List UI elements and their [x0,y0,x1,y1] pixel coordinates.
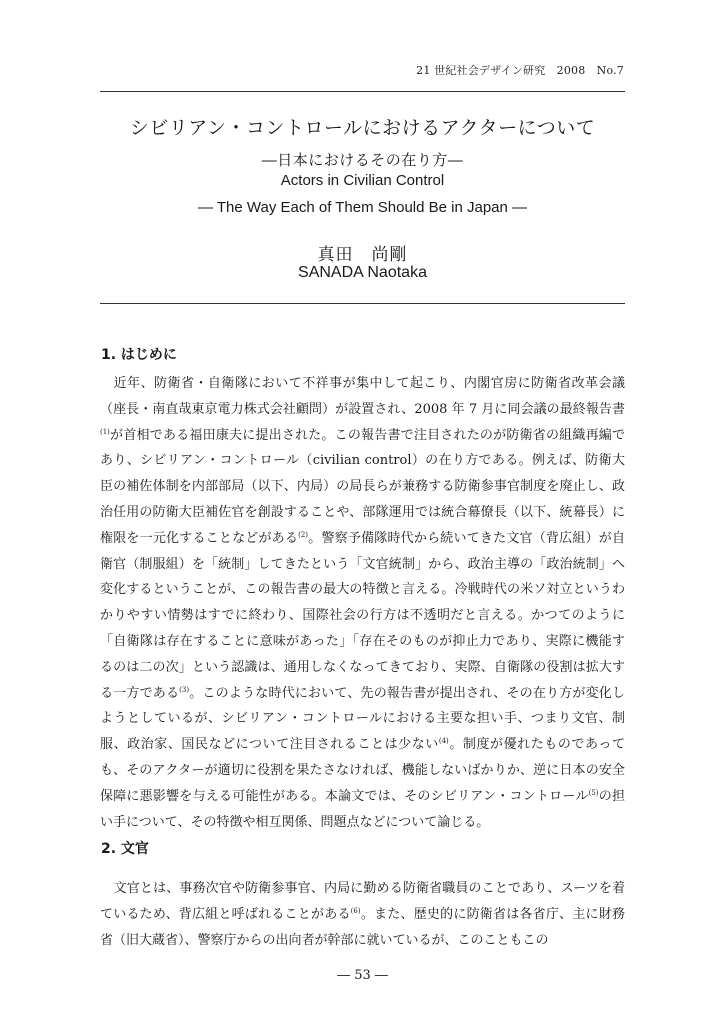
title-japanese: シビリアン・コントロールにおけるアクターについて [129,117,596,139]
paragraph-text: 近年、防衛省・自衛隊において不祥事が集中して起こり、内閣官房に防衛省改革会議（座長・南直哉東京電力株式会社顧問）が設置され、2008 年 7 月に同会議の最終報告書 [100,376,625,417]
section-heading-introduction: 1. はじめに [101,347,177,363]
footnote-ref[interactable]: (1) [100,427,110,436]
paragraph-text: の担い手について、その特徴や相互関係、問題点などについて論じる。 [100,788,625,830]
page-number: ― 53 ― [337,968,388,983]
paragraph-text: 。また、歴史的に防衛省は各省庁、主に財務省（旧大蔵省）、警察庁からの出向者が幹部に就いているが、このこともこの [100,906,625,948]
paragraph-civil-officials [100,876,625,953]
section-heading-civil-officials: 2. 文官 [101,841,149,857]
header-rule [100,91,625,92]
paragraph-introduction [100,371,625,835]
author-english: SANADA Naotaka [298,264,427,281]
journal-header: 21 世紀社会デザイン研究 2008 No.7 [416,64,624,77]
footnote-ref[interactable]: (4) [438,737,449,746]
footnote-ref[interactable]: (5) [588,788,599,797]
paragraph-text: 。このような時代において、先の報告書が提出され、その在り方が変化しようとしているが、シビリアン・コントロールにおける主要な担い手、つまり文官、制服、政治家、国民などについて注目されることは少ない [100,685,625,753]
paragraph-text: 。制度が優れたものであっても、そのアクターが適切に役割を果たさなければ、機能しないばかりか、逆に日本の安全保障に悪影響を与える可能性がある。本論文では、そのシビリアン・コントロール [100,737,625,804]
author-japanese: 真田 尚剛 [317,245,408,265]
title-english: Actors in Civilian Control [280,172,445,189]
footnote-ref[interactable]: (3) [179,685,190,694]
footnote-ref[interactable]: (2) [298,530,309,539]
paragraph-text: 。警察予備隊時代から続いてきた文官（背広組）が自衛官（制服組）を「統制」してきたという「文官統制」から、政治主導の「政治統制」へ変化するということが、この報告書の最大の特徴と言える。冷戦時代の米ソ対立というわかりやすい情勢はすでに終わり、国際社会の行方は不透明だと言える。かつてのように「自衛隊は存在することに意味があった」「存在そのものが抑止力であり、実際に機能するのは二の次」という認識は、通用しなくなってきており、実際、自衛隊の役割は拡大する一方である [100,530,625,701]
subtitle-english: ― The Way Each of Them Should Be in Japan ― [197,199,528,216]
footnote-ref[interactable]: (6) [350,906,361,915]
paragraph-text: が首相である福田康夫に提出された。この報告書で注目されたのが防衛省の組織再編であり、シビリアン・コントロール（civilian control）の在り方である。例えば、防衛大臣の補佐体制を内部部局（以下、内局）の局長らが兼務する防衛参事官制度を廃止し、政治任用の防衛大臣補佐官を創設することや、部隊運用では統合幕僚長（以下、統幕長）に権限を一元化することなどがある [100,427,625,546]
title-rule [100,303,625,304]
subtitle-japanese: ―日本におけるその在り方― [261,151,464,169]
paragraph-text: 文官とは、事務次官や防衛参事官、内局に勤める防衛省職員のことであり、スーツを着ているため、背広組と呼ばれることがある [100,881,625,922]
